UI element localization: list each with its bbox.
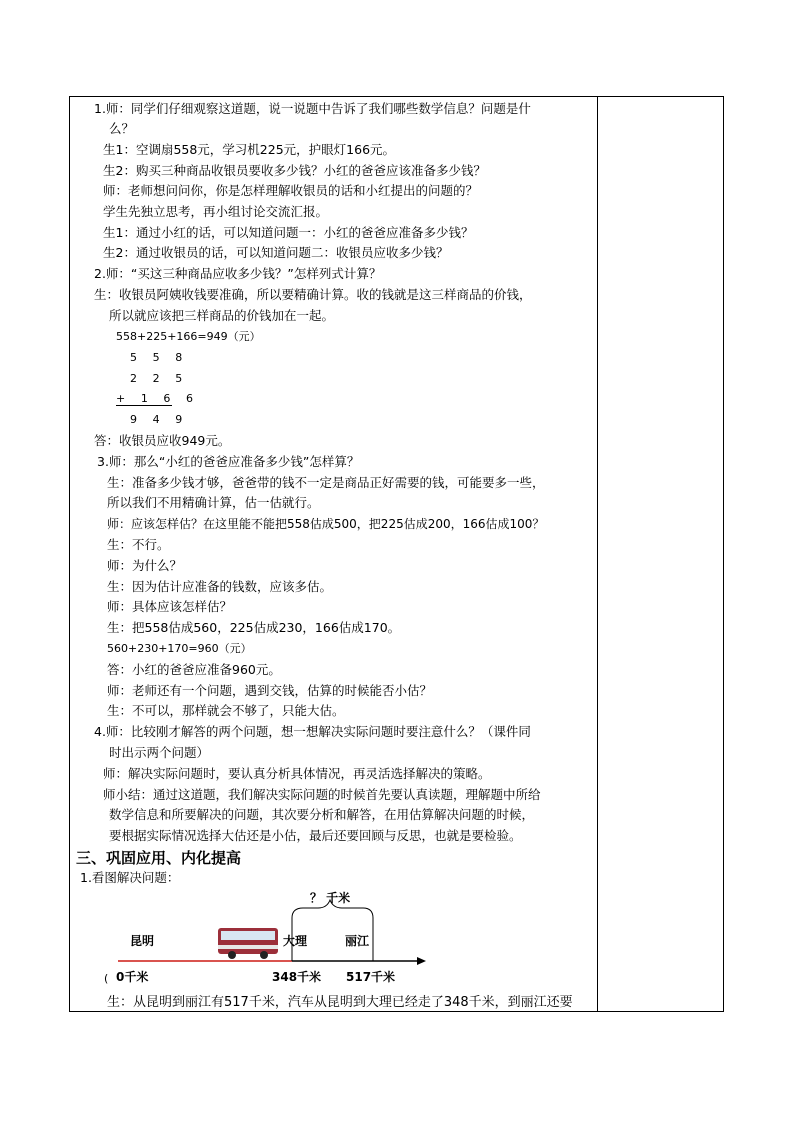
text-line: 师：应该怎样估？在这里能不能把558估成500，把225估成200，166估成100？ <box>107 517 545 531</box>
text-line: 么？ <box>109 121 135 136</box>
text-line: 所以我们不用精确计算，估一估就行。 <box>107 495 320 510</box>
text-line: 2.师：“买这三种商品应收多少钱？”怎样列式计算？ <box>94 266 382 281</box>
text-line: 学生先独立思考，再小组讨论交流汇报。 <box>103 204 329 219</box>
text-line: 答：收银员应收949元。 <box>94 433 231 448</box>
calc-row: 5 5 8 <box>130 351 189 364</box>
bus-stripe <box>218 945 278 949</box>
question-label-distance: ？ 千米 <box>310 891 351 905</box>
text-line: 师小结：通过这道题，我们解决实际问题的时候首先要认真读题，理解题中所给 <box>103 787 541 802</box>
city-start-label: 昆明 <box>130 934 155 948</box>
text-line: 师：为什么？ <box>107 558 183 573</box>
text-line: 师：老师想问问你，你是怎样理解收银员的话和小红提出的问题的？ <box>103 183 479 198</box>
tick-end-label: 517千米 <box>346 970 396 984</box>
text-line: 时出示两个问题） <box>109 745 210 760</box>
text-line: 生：准备多少钱才够，爸爸带的钱不一定是商品正好需要的钱，可能要多一些， <box>107 475 545 490</box>
bus-wheel <box>228 951 236 959</box>
text-line: 师：老师还有一个问题，遇到交钱，估算的时候能否小估？ <box>107 683 433 698</box>
text-line: 生：不可以，那样就会不够了，只能大估。 <box>107 703 345 718</box>
bus-wheel <box>260 951 268 959</box>
text-line: 生1：空调扇558元，学习机225元，护眼灯166元。 <box>103 142 396 157</box>
text-line: 560+230+170=960（元） <box>107 642 252 655</box>
text-line: 4.师：比较刚才解答的两个问题，想一想解决实际问题时要注意什么？（课件同 <box>94 724 531 739</box>
text-line: 558+225+166=949（元） <box>116 330 261 343</box>
bus-windows <box>221 931 275 940</box>
text-line: 生1：通过小红的话，可以知道问题一：小红的爸爸应准备多少钱？ <box>103 225 474 240</box>
text-line: 要根据实际情况选择大估还是小估，最后还要回顾与反思，也就是要检验。 <box>109 828 522 843</box>
tick-mid-label: 348千米 <box>272 970 322 984</box>
calc-row: 2 2 5 <box>130 372 189 385</box>
text-line: 答：小红的爸爸应准备960元。 <box>107 662 281 677</box>
text-line: 生：不行。 <box>107 537 170 552</box>
calc-row: 9 4 9 <box>130 413 189 426</box>
calc-row: + 1 6 6 <box>116 392 200 405</box>
section-heading: 三、巩固应用、内化提高 <box>76 849 242 867</box>
text-line: 1.师：同学们仔细观察这道题，说一说题中告诉了我们哪些数学信息？问题是什 <box>94 101 531 116</box>
text-line: 3.师：那么“小红的爸爸应准备多少钱”怎样算？ <box>97 454 360 469</box>
axis-arrowhead <box>417 957 426 965</box>
text-line: 生：收银员阿姨收钱要准确，所以要精确计算。收的钱就是这三样商品的价钱， <box>94 287 532 302</box>
city-mid-label: 大理 <box>283 934 308 948</box>
text-line: 生：因为估计应准备的钱数，应该多估。 <box>107 579 333 594</box>
text-line: 所以就应该把三样商品的价钱加在一起。 <box>109 308 335 323</box>
tick-start-label: 0千米 <box>116 970 149 984</box>
text-line: 数学信息和所要解决的问题，其次要分析和解答，在用估算解决问题的时候， <box>109 807 535 822</box>
text-line: 生：从昆明到丽江有517千米，汽车从昆明到大理已经走了348千米，到丽江还要 <box>107 995 573 1010</box>
text-line: 师：具体应该怎样估？ <box>107 599 233 614</box>
bus-icon <box>218 928 278 959</box>
city-end-label: 丽江 <box>345 934 370 948</box>
stray-mark: ( <box>104 972 109 985</box>
question-label: 1.看图解决问题： <box>80 870 180 885</box>
text-line: 生2：通过收银员的话，可以知道问题二：收银员应收多少钱？ <box>103 245 449 260</box>
text-line: 生：把558估成560，225估成230，166估成170。 <box>107 620 401 635</box>
text-line: 师：解决实际问题时，要认真分析具体情况，再灵活选择解决的策略。 <box>103 766 491 781</box>
text-line: 生2：购买三种商品收银员要收多少钱？小红的爸爸应该准备多少钱？ <box>103 163 486 178</box>
